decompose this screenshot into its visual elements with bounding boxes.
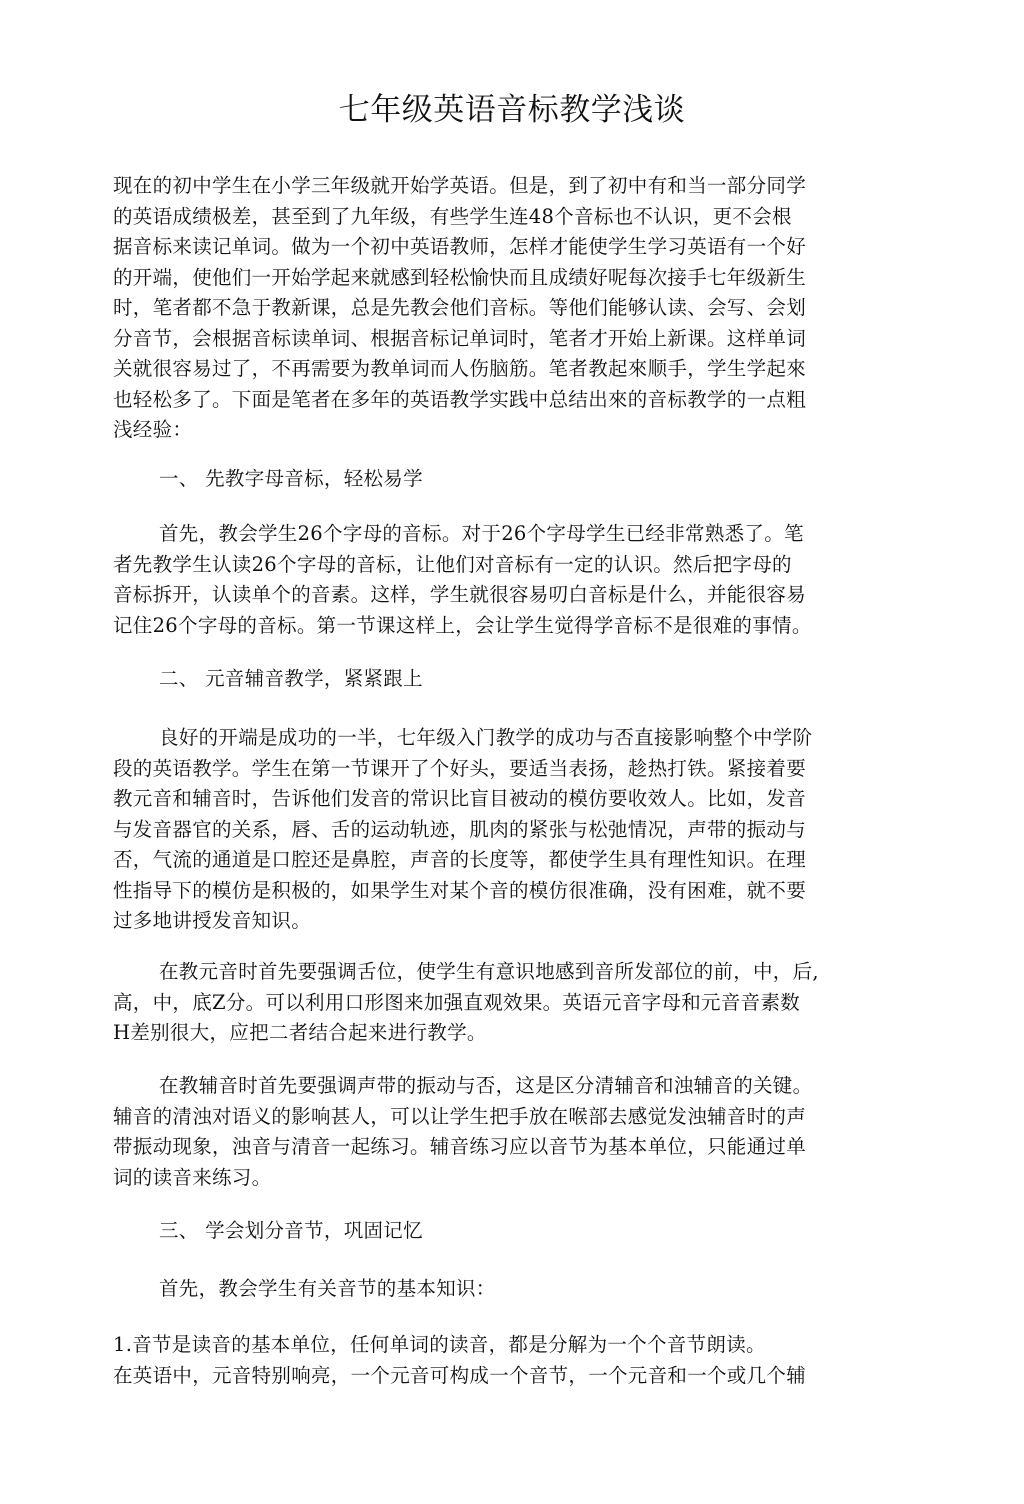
paragraph-line: 关就很容易过了，不再需要为教单词而人伤脑筋。笔者教起來顺手，学生学起來 (113, 357, 807, 380)
section1-paragraph (113, 519, 873, 641)
paragraph-line: 否，气流的通道是口腔还是鼻腔，声音的长度等，都使学生具有理性知识。在理 (113, 848, 807, 871)
paragraph-line: 的英语成绩极差，甚至到了九年级，有些学生连48个音标也不认识，更不会根 (113, 204, 792, 228)
section-heading-3: 三、 学会划分音节，巩固记忆 (159, 1219, 423, 1242)
intro-paragraph (113, 171, 873, 446)
paragraph-line: 首先，教会学生26个字母的音标。对于26个字母学生已经非常熟悉了。笔 (159, 522, 804, 545)
paragraph-line: H差别很大，应把二者结合起来进行教学。 (113, 1021, 487, 1044)
paragraph-line: 在教元音时首先要强调舌位，使学生有意识地感到音所发部位的前，中，后, (159, 960, 819, 983)
paragraph-line: 辅音的清浊对语义的影响甚人，可以让学生把手放在喉部去感觉发浊辅音时的声 (113, 1104, 807, 1128)
paragraph-line: 据音标来读记单词。做为一个初中英语教师，怎样才能使学生学习英语有一个好 (113, 235, 807, 258)
section-heading-2: 二、 元音辅音教学，紧紧跟上 (159, 667, 423, 690)
section3-intro: 首先，教会学生有关音节的基本知识： (159, 1277, 496, 1300)
paragraph-line: 高，中，底Z分。可以利用口形图来加强直观效果。英语元音字母和元音音素数 (113, 990, 801, 1014)
paragraph-line: 现在的初中学生在小学三年级就开始学英语。但是，到了初中有和当一部分同学 (113, 174, 807, 197)
paragraph-line: 分音节，会根据音标读单词、根据音标记单词时，笔者才开始上新课。这样单词 (113, 326, 807, 350)
paragraph-line: 者先教学生认读26个字母的音标，让他们对音标有一定的认识。然后把字母的 (113, 552, 792, 576)
section2-paragraph-3 (113, 1071, 873, 1193)
paragraph-line: 与发音器官的关系，唇、舌的运动轨迹，肌肉的紧张与松弛情况，声带的振动与 (113, 817, 807, 841)
paragraph-line: 音标拆开，认读单个的音素。这样，学生就很容易叨白音标是什么，并能很容易 (113, 583, 807, 606)
paragraph-line: 时，笔者都不急于教新课，总是先教会他们音标。等他们能够认读、会写、会划 (113, 296, 807, 319)
section3-list (113, 1330, 873, 1391)
document-title: 七年级英语音标教学浅谈 (338, 92, 686, 128)
paragraph-line: 的开端，使他们一开始学起来就感到轻松愉快而且成绩好呢每次接手七年级新生 (113, 265, 807, 289)
section2-paragraph-1 (113, 723, 873, 937)
paragraph-line: 良好的开端是成功的一半，七年级入门教学的成功与否直接影响整个中学阶 (159, 726, 813, 749)
paragraph-line: 记住26个字母的音标。第一节课这样上，会让学生觉得学音标不是很难的事情。 (113, 613, 812, 637)
section-heading-1: 一、 先教字母音标，轻松易学 (159, 467, 423, 490)
paragraph-line: 性指导下的模仿是积极的，如果学生对某个音的模仿很准确，没有困难，就不要 (113, 878, 807, 902)
section2-paragraph-2 (113, 957, 873, 1049)
paragraph-line: 也轻松多了。下面是笔者在多年的英语教学实践中总结出來的音标教学的一点粗 (113, 387, 807, 411)
paragraph-line: 在英语中，元音特别响亮，一个元音可构成一个音节，一个元音和一个或几个辅 (113, 1363, 807, 1387)
paragraph-line: 词的读音来练习。 (113, 1165, 272, 1189)
paragraph-line: 教元音和辅音时，告诉他们发音的常识比盲目被动的模仿要收效人。比如，发音 (113, 787, 807, 810)
paragraph-line: 过多地讲授发音知识。 (113, 909, 312, 932)
paragraph-line: 带振动现象，浊音与清音一起练习。辅音练习应以音节为基本单位，只能通过单 (113, 1135, 807, 1158)
list-item: 1.音节是读音的基本单位，任何单词的读音，都是分解为一个个音节朗读。 (113, 1333, 766, 1356)
paragraph-line: 浅经验： (113, 418, 193, 441)
paragraph-line: 段的英语教学。学生在第一节课开了个好头，要适当表扬，趁热打铁。紧接着要 (113, 756, 807, 780)
paragraph-line: 在教辅音时首先要强调声带的振动与否，这是区分清辅音和浊辅音的关键。 (159, 1074, 813, 1097)
